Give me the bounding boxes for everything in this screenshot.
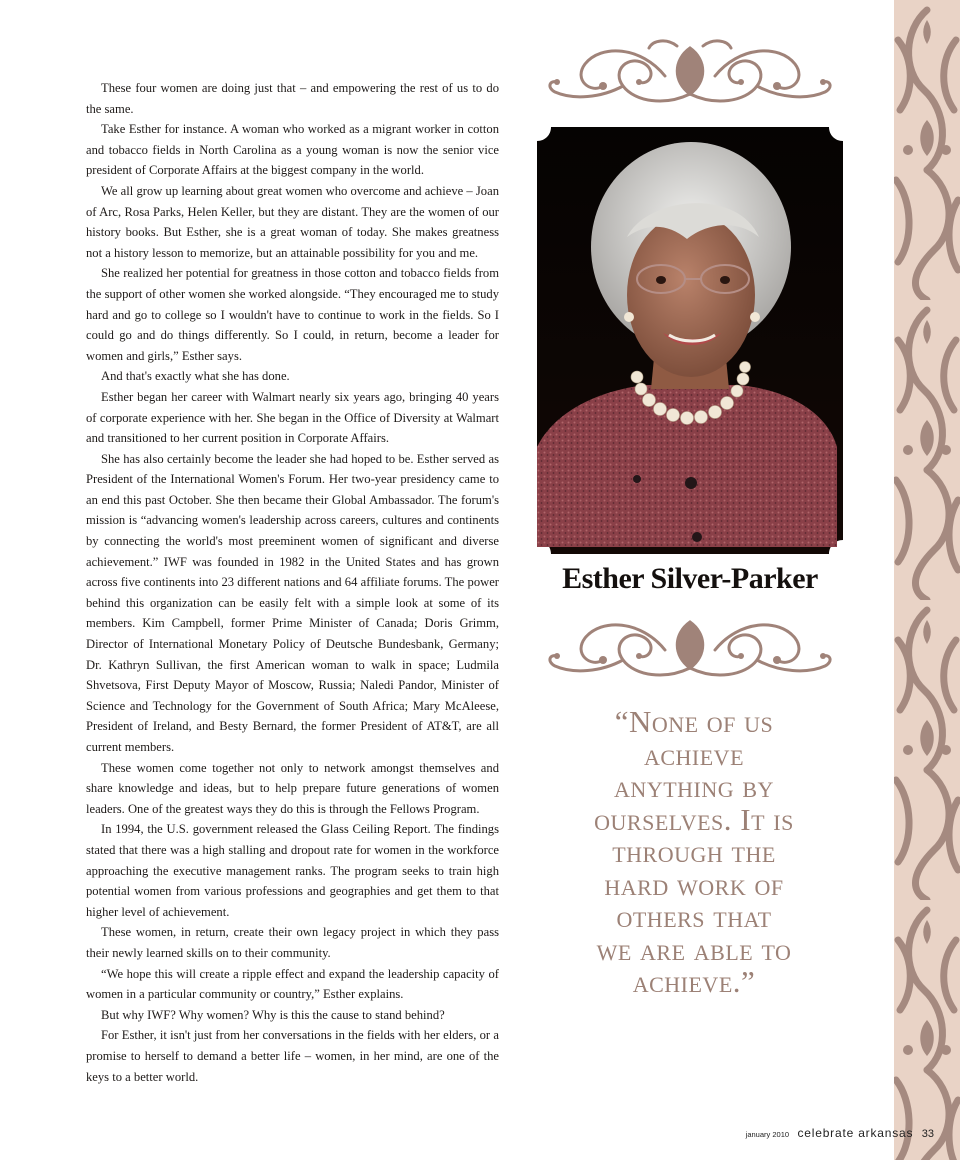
pull-quote-line: anything by [614, 769, 774, 804]
pull-quote [560, 706, 828, 999]
article-paragraph: But why IWF? Why women? Why is this the cause to stand behind? [101, 1007, 445, 1022]
footer-publication: celebrate arkansas [797, 1126, 914, 1140]
footer-date: january 2010 [745, 1130, 790, 1139]
article-paragraph: She realized her potential for greatness in those cotton and tobacco fields from the support of other women she worked alongside. “They encouraged me to study hard and go to college so I wouldn't have to continue to work in the fields. So I could go and do things differently. So I could, in return, become a leader for women and girls,” Esther says. [86, 266, 499, 363]
page-footer [746, 1124, 934, 1142]
flourish-ornament-top [545, 36, 835, 116]
subject-name: Esther Silver-Parker [562, 562, 818, 595]
pull-quote-line: others that [616, 899, 772, 934]
ornamental-pattern [894, 0, 960, 1160]
article-paragraph: These four women are doing just that – and empowering the rest of us to do the same. [86, 81, 499, 116]
article-paragraph: “We hope this will create a ripple effect and expand the leadership capacity of women in a particular community or country,” Esther explains. [86, 966, 499, 1002]
pull-quote-line: hard work of [604, 866, 784, 902]
pull-quote-line: ourselves. It is [594, 801, 794, 837]
portrait-photo [537, 127, 843, 554]
decorative-side-strip [894, 0, 960, 1160]
article-paragraph: And that's exactly what she has done. [101, 369, 290, 384]
article-paragraph: These women, in return, create their own legacy project in which they pass their newly learned skills on to their community. [86, 925, 499, 960]
pull-quote-line: achieve [643, 736, 745, 772]
article-paragraph: These women come together not only to network amongst themselves and share knowledge and ideas, but to help prepare future generations of women leaders. One of the greatest ways they do this is through the Fellows Program. [86, 760, 499, 816]
pull-quote-line: achieve.” [632, 964, 756, 999]
article-paragraph: For Esther, it isn't just from her conversations in the fields with her elders, or a promise to herself to demand a better life – women, in her mind, are one of the keys to a better world. [86, 1028, 499, 1084]
article-body [86, 78, 499, 1087]
article-paragraph: She has also certainly become the leader she had hoped to be. Esther served as President of the International Women's Forum. Her two-year presidency came to an end this past October. She then became their Global Ambassador. The forum's mission is “advancing women's leadership across careers, cultures and continents by connecting the world's most preeminent women of significant and diverse achievement.” IWF was founded in 1982 in the United States and has grown across five continents into 23 different nations and 64 affiliate forums. The power behind this organization can be easily felt with a simple look at some of its members. Kim Campbell, former Prime Minister of Canada; Doris Grimm, Director of International Monetary Policy of Deutsche Bundesbank, Germany; Dr. Kathryn Sullivan, the first American woman to walk in space; Ludmila Shvetsova, First Deputy Mayor of Moscow, Russia; Naledi Pandor, Minister of Science and Technology for the Government of South Africa; Mary McAleese, President of Ireland, and Besty Bernard, the former President of AT&T, are all current members. [86, 451, 499, 754]
pull-quote-line: “None of us [614, 704, 774, 739]
article-paragraph: We all grow up learning about great women who overcome and achieve – Joan of Arc, Rosa Parks, Helen Keller, but they are distant. They are the women of our history books. But Esther, she is a great woman of today. She makes greatness not a history lesson to memorize, but an attainable possibility for you and me. [86, 183, 499, 260]
pull-quote-line: through the [612, 834, 776, 869]
page-number: 33 [921, 1128, 934, 1140]
flourish-ornament-middle [545, 608, 835, 688]
article-paragraph: Take Esther for instance. A woman who worked as a migrant worker in cotton and tobacco fields in North Carolina as a young woman is now the senior vice president of Corporate Affairs at the biggest company in the world. [86, 122, 499, 178]
pull-quote-line: we are able to [596, 931, 792, 967]
article-paragraph: Esther began her career with Walmart nearly six years ago, bringing 40 years of corporate experience with her. She began in the Office of Diversity at Walmart and transitioned to her current position in Corporate Affairs. [86, 389, 499, 446]
article-paragraph: In 1994, the U.S. government released the Glass Ceiling Report. The findings stated that there was a high stalling and dropout rate for women in the workforce approaching the executive management ranks. The program seeks to train high potential women from various professions and geographies and get them to that higher level of achievement. [86, 822, 499, 919]
